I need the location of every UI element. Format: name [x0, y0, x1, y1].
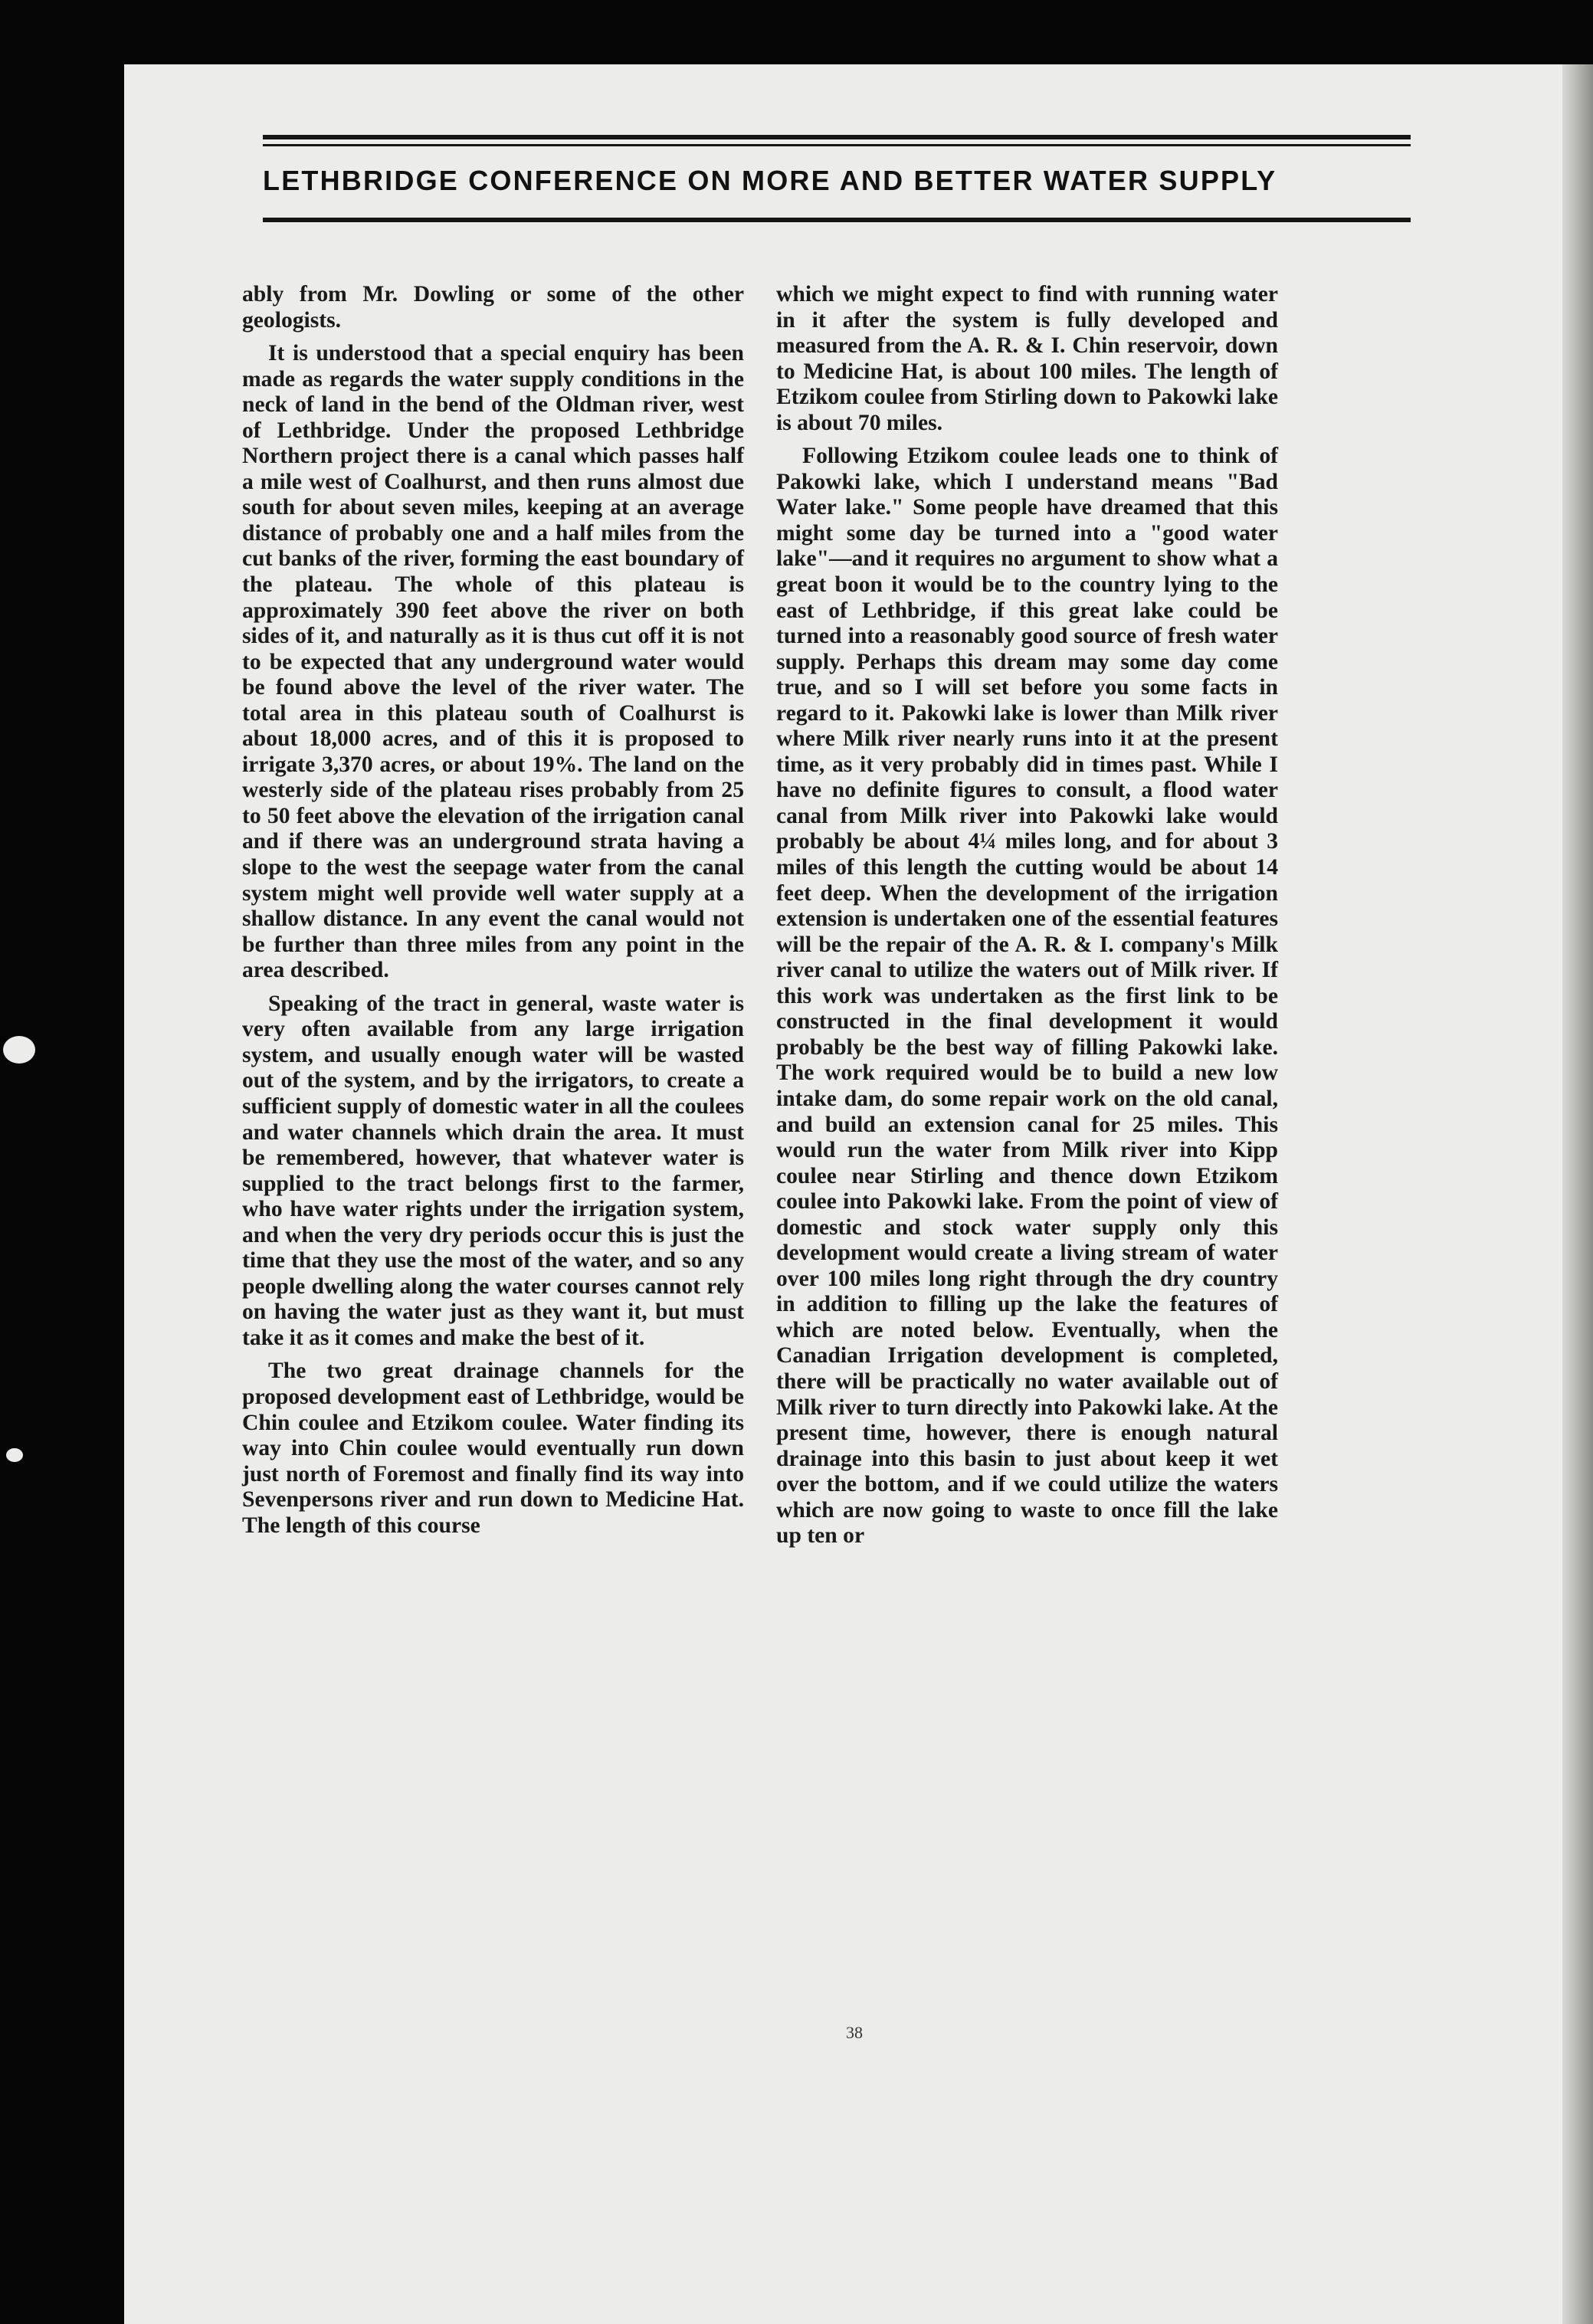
header-rule-bottom: [263, 218, 1411, 222]
paragraph: Following Etzikom coulee leads one to think of Pakowki lake, which I understand means "Bad Water lake." Some people have dreamed that this might some day be turned into a "good water lake"—and it requires no argument to show what a great boon it would be to the country lying to the east of Lethbridge, if this great lake could be turned into a reasonably good source of fresh water supply. Perhaps this dream may some day come true, and so I will set before you some facts in regard to it. Pakowki lake is lower than Milk river where Milk river nearly runs into it at the present time, as it very probably did in times past. While I have no definite figures to consult, a flood water canal from Milk river into Pakowki lake would probably be about 4¼ miles long, and for about 3 miles of this length the cutting would be about 14 feet deep. When the development of the irrigation extension is undertaken one of the essential features will be the repair of the A. R. & I. company's Milk river canal to utilize the waters out of Milk river. If this work was undertaken as the first link to be constructed in the final development it would probably be the best way of filling Pakowki lake. The work required would be to build a new low intake dam, do some repair work on the old canal, and build an extension canal for 25 miles. This would run the water from Milk river into Kipp coulee near Stirling and thence down Etzikom coulee into Pakowki lake. From the point of view of domestic and stock water supply only this development would create a living stream of water over 100 miles long right through the dry country in addition to filling up the lake the features of which are noted below. Eventually, when the Canadian Irrigation development is completed, there will be practically no water available out of Milk river to turn directly into Pakowki lake. At the present time, however, there is enough natural drainage into this basin to just about keep it wet over the bottom, and if we could utilize the waters which are now going to waste to once fill the lake up ten or: [776, 444, 1278, 1549]
page-number: 38: [846, 2023, 863, 2042]
header-rule-thin: [263, 144, 1411, 146]
running-head: LETHBRIDGE CONFERENCE ON MORE AND BETTER WATER SUPPLY: [263, 165, 1277, 196]
paragraph: which we might expect to find with running water in it after the system is fully developed and measured from the A. R. & I. Chin reservoir, down to Medicine Hat, is about 100 miles. The length of Etzikom coulee from Stirling down to Pakowki lake is about 70 miles.: [776, 282, 1278, 435]
paragraph: It is understood that a special enquiry has been made as regards the water supply conditions in the neck of land in the bend of the Oldman river, west of Lethbridge. Under the proposed Lethbridge Northern project there is a canal which passes half a mile west of Coalhurst, and then runs almost due south for about seven miles, keeping at an average distance of probably one and a half miles from the cut banks of the river, forming the east boundary of the plateau. The whole of this plateau is approximately 390 feet above the river on both sides of it, and naturally as it is thus cut off it is not to be expected that any underground water would be found above the level of the river water. The total area in this plateau south of Coalhurst is about 18,000 acres, and of this it is proposed to irrigate 3,370 acres, or about 19%. The land on the westerly side of the plateau rises probably from 25 to 50 feet above the elevation of the irrigation canal and if there was an underground strata having a slope to the west the seepage water from the canal system might well provide well water supply at a shallow distance. In any event the canal would not be further than three miles from any point in the area described.: [242, 341, 744, 983]
scan-speck: [3, 1036, 35, 1064]
paragraph: The two great drainage channels for the proposed development east of Lethbridge, would be Chin coulee and Etzikom coulee. Water finding its way into Chin coulee would eventually run down just north of Foremost and finally find its way into Sevenpersons river and run down to Medicine Hat. The length of this course: [242, 1359, 744, 1538]
scan-speck: [6, 1448, 23, 1462]
right-column: [776, 282, 1278, 1557]
paragraph: Speaking of the tract in general, waste water is very often available from any large irrigation system, and usually enough water will be wasted out of the system, and by the irrigators, to create a sufficient supply of domestic water in all the coulees and water channels which drain the area. It must be remembered, however, that whatever water is supplied to the tract belongs first to the farmer, who have water rights under the irrigation system, and when the very dry periods occur this is just the time that they use the most of the water, and so any people dwelling along the water courses cannot rely on having the water just as they want it, but must take it as it comes and make the best of it.: [242, 991, 744, 1350]
left-column: [242, 282, 744, 1546]
page-edge-shadow: [1562, 64, 1593, 2324]
header-rule-top: [263, 135, 1411, 139]
paragraph: ably from Mr. Dowling or some of the other geologists.: [242, 282, 744, 333]
